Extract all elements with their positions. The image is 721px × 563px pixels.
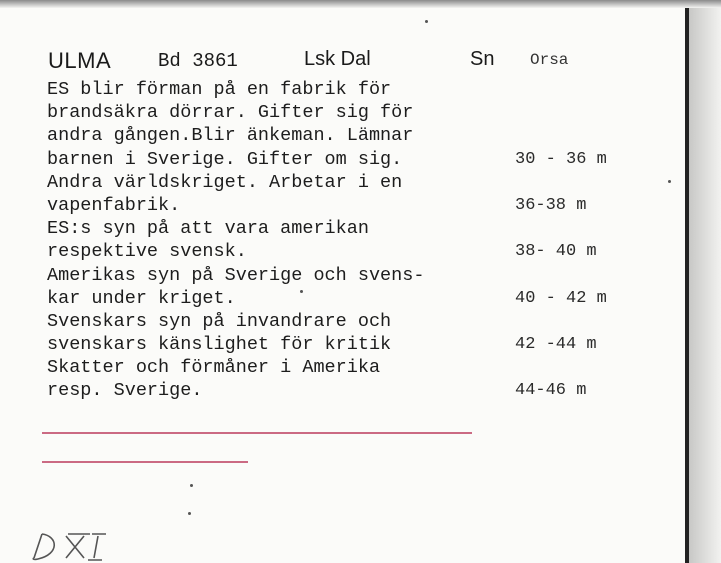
line-text: Amerikas syn på Sverige och svens- [47, 264, 425, 286]
paper-speck [425, 20, 428, 23]
highlight-underline [42, 461, 248, 463]
handwritten-signature [28, 528, 118, 563]
line-text: ES blir förman på en fabrik för [47, 79, 392, 100]
line-text: respektive svensk. [47, 241, 247, 263]
line-text: Andra världskriget. Arbetar i en [47, 171, 403, 193]
line-text: barnen i Sverige. Gifter om sig. [47, 148, 403, 170]
line-text: brandsäkra dörrar. Gifter sig för [47, 102, 414, 124]
province-code: Lsk Dal [304, 48, 371, 70]
archive-code: ULMA [48, 48, 112, 73]
time-range: 38- 40 m [515, 242, 597, 262]
time-range: 40 - 42 m [515, 288, 607, 308]
volume-number: Bd 3861 [158, 50, 238, 72]
time-range: 30 - 36 m [515, 149, 607, 169]
line-text: Skatter och förmåner i Amerika [47, 357, 381, 379]
paper-speck [300, 290, 303, 293]
time-range: 44-46 m [515, 381, 587, 401]
paper-speck [668, 180, 671, 183]
time-range: 42 -44 m [515, 335, 597, 355]
line-text: vapenfabrik. [47, 194, 181, 216]
paper-speck [190, 484, 193, 487]
paper-speck [188, 512, 191, 515]
highlight-underline [42, 432, 472, 434]
line-text: Svenskars syn på invandrare och [47, 310, 392, 332]
line-text: svenskars känslighet för kritik [47, 334, 392, 356]
card-shadow [689, 8, 721, 563]
parish-label: Sn [470, 48, 495, 70]
card-top-edge [0, 0, 721, 8]
line-text: resp. Sverige. [47, 380, 203, 402]
line-text: ES:s syn på att vara amerikan [47, 218, 369, 240]
parish-name: Orsa [530, 51, 569, 69]
time-range: 36-38 m [515, 195, 587, 215]
line-text: kar under kriget. [47, 287, 236, 309]
line-text: andra gången.Blir änkeman. Lämnar [47, 125, 414, 147]
